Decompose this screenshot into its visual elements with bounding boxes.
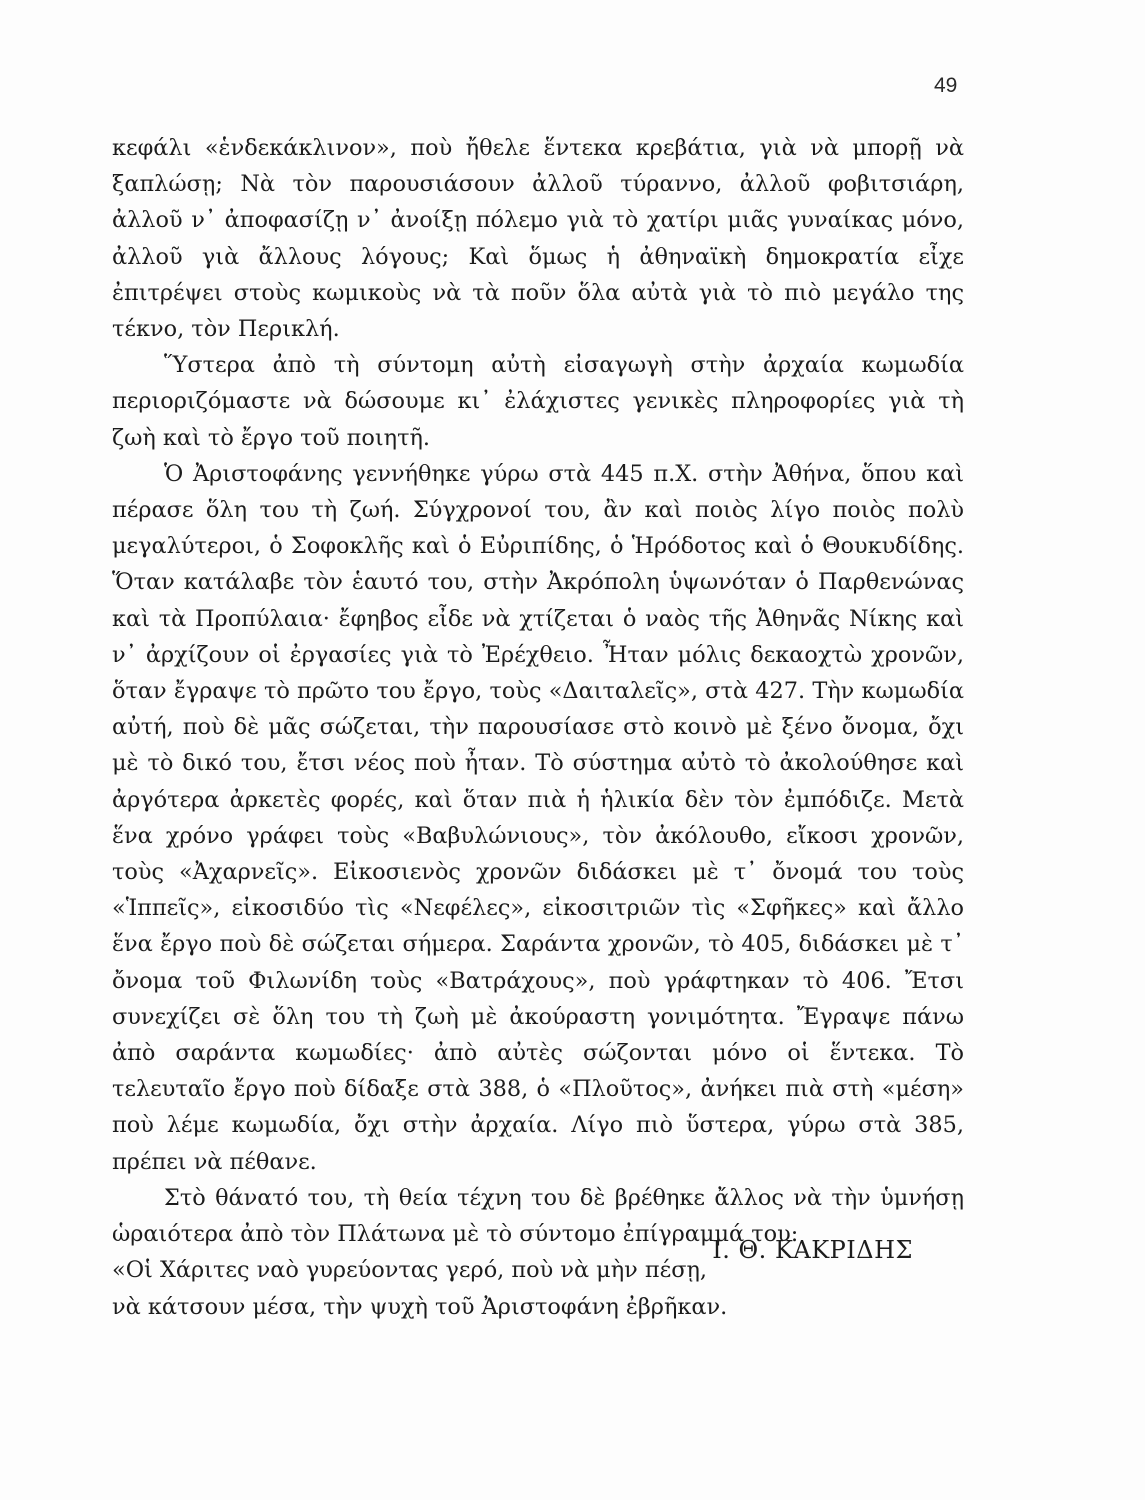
page-number: 49 [934, 74, 958, 97]
paragraph-biography: Ὁ Ἀριστοφάνης γεννήθηκε γύρω στὰ 445 π.Χ. στὴν Ἀθήνα, ὅπου καὶ πέρασε ὅλη του τὴ ζωή. Σύγχρονοί του, ἂν καὶ ποιὸς λίγο ποιὸς πολὺ μεγαλύτεροι, ὁ Σοφοκλῆς καὶ ὁ Εὐριπίδης, ὁ Ἡρόδοτος καὶ ὁ Θουκυδίδης. Ὅταν κατάλαβε τὸν ἑαυτό του, στὴν Ἀκρόπολη ὑψωνόταν ὁ Παρθενώνας καὶ τὰ Προπύλαια· ἔφηβος εἶδε νὰ χτίζεται ὁ ναὸς τῆς Ἀθηνᾶς Νίκης καὶ ν᾽ ἀρχίζουν οἱ ἐργασίες γιὰ τὸ Ἐρέχθειο. Ἦταν μόλις δεκαοχτὼ χρονῶν, ὅταν ἔγραψε τὸ πρῶτο του ἔργο, τοὺς «Δαιταλεῖς», στὰ 427. Τὴν κωμωδία αὐτή, ποὺ δὲ μᾶς σώζεται, τὴν παρουσίασε στὸ κοινὸ μὲ ξένο ὄνομα, ὄχι μὲ τὸ δικό του, ἔτσι νέος ποὺ ἦταν. Τὸ σύστημα αὐτὸ τὸ ἀκολούθησε καὶ ἀργότερα ἀρκετὲς φορές, καὶ ὅταν πιὰ ἡ ἡλικία δὲν τὸν ἐμπόδιζε. Μετὰ ἕνα χρόνο γράφει τοὺς «Βαβυλώνιους», τὸν ἀκόλουθο, εἴκοσι χρονῶν, τοὺς «Ἀχαρνεῖς». Εἰκοσιενὸς χρονῶν διδάσκει μὲ τ᾽ ὄνομά του τοὺς «Ἱππεῖς», εἰκοσιδύο τὶς «Νεφέλες», εἰκοσιτριῶν τὶς «Σφῆκες» καὶ ἄλλο ἕνα ἔργο ποὺ δὲ σώζεται σήμερα. Σαράντα χρονῶν, τὸ 405, διδάσκει μὲ τ᾽ ὄνομα τοῦ Φιλωνίδη τοὺς «Βατράχους», ποὺ γράφτηκαν τὸ 406. Ἔτσι συνεχίζει σὲ ὅλη του τὴ ζωὴ μὲ ἀκούραστη γονιμότητα. Ἔγραψε πάνω ἀπὸ σαράντα κωμωδίες· ἀπὸ αὐτὲς σώζονται μόνο οἱ ἕντεκα. Τὸ τελευταῖο ἔργο ποὺ δίδαξε στὰ 388, ὁ «Πλοῦτος», ἀνήκει πιὰ στὴ «μέση» ποὺ λέμε κωμωδία, ὄχι στὴν ἀρχαία. Λίγο πιὸ ὕστερα, γύρω στὰ 385, πρέπει νὰ πέθανε. [112, 460, 964, 1175]
paragraph-pericles: κεφάλι «ἑνδεκάκλινον», ποὺ ἤθελε ἕντεκα κρεβάτια, γιὰ νὰ μπορῇ νὰ ξαπλώσῃ; Νὰ τὸν παρουσιάσουν ἀλλοῦ τύραννο, ἀλλοῦ φοβιτσιάρη, ἀλλοῦ ν᾽ ἀποφασίζῃ ν᾽ ἀνοίξῃ πόλεμο γιὰ τὸ χατίρι μιᾶς γυναίκας μόνο, ἀλλοῦ γιὰ ἄλλους λόγους; Καὶ ὅμως ἡ ἀθηναϊκὴ δημοκρατία εἶχε ἐπιτρέψει στοὺς κωμικοὺς νὰ τὰ ποῦν ὅλα αὐτὰ γιὰ τὸ πιὸ μεγάλο της τέκνο, τὸν Περικλή. [112, 135, 964, 343]
author-signature: Ι. Θ. ΚΑΚΡΙΔΗΣ [712, 1236, 913, 1264]
paragraph-introduction: Ὕστερα ἀπὸ τὴ σύντομη αὐτὴ εἰσαγωγὴ στὴν ἀρχαία κωμωδία περιοριζόμαστε νὰ δώσουμε κι᾽ ἐλάχιστες γενικὲς πληροφορίες γιὰ τὴ ζωὴ καὶ τὸ ἔργο τοῦ ποιητῆ. [112, 352, 964, 451]
epigram-line-2: νὰ κάτσουν μέσα, τὴν ψυχὴ τοῦ Ἀριστοφάνη ἐβρῆκαν. [112, 1293, 728, 1320]
paragraph-death: Στὸ θάνατό του, τὴ θεία τέχνη του δὲ βρέθηκε ἄλλος νὰ τὴν ὑμνήσῃ ὡραιότερα ἀπὸ τὸν Πλάτωνα μὲ τὸ σύντομο ἐπίγραμμά του: [112, 1184, 964, 1248]
epigram-line-1: «Οἱ Χάριτες ναὸ γυρεύοντας γερό, ποὺ νὰ μὴν πέσῃ, [112, 1257, 708, 1284]
body-text [112, 130, 964, 1325]
